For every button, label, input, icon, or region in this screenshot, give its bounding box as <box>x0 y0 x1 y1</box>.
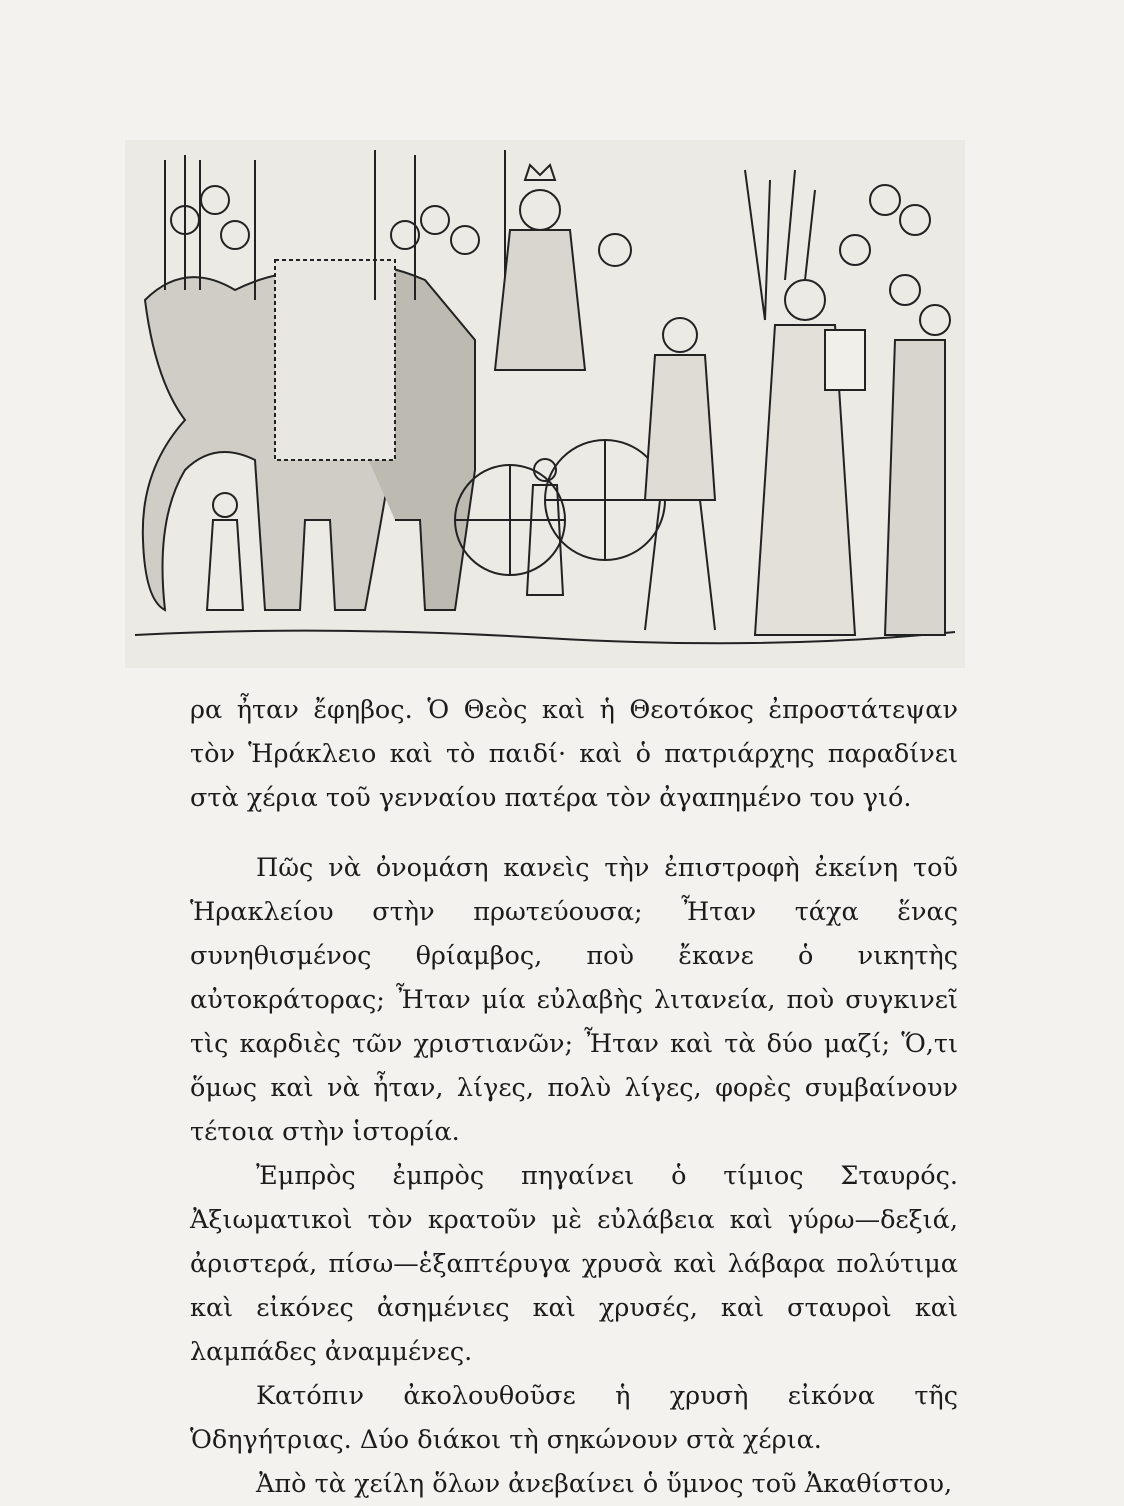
main-text <box>190 846 958 1506</box>
paragraph-3: Ἐμπρὸς ἐμπρὸς πηγαίνει ὁ τίμιος Σταυρός. Ἀξιωματικοὶ τὸν κρατοῦν μὲ εὐλάβεια καὶ γύρω—δεξιά, ἀριστερά, πίσω—ἑξαπτέρυγα χρυσὰ καὶ λάβαρα πολύτιμα καὶ εἰκόνες ἀσημένιες καὶ χρυσές, καὶ σταυροὶ καὶ λαμπάδες ἀναμμένες. <box>190 1161 958 1367</box>
paragraph-5: Ἀπὸ τὰ χείλη ὅλων ἀνεβαίνει ὁ ὕμνος τοῦ Ἀκαθίστου, <box>256 1469 953 1499</box>
byzantine-procession-drawing-icon <box>125 140 965 668</box>
paragraph-2: Πῶς νὰ ὀνομάση κανεὶς τὴν ἐπιστροφὴ ἐκείνη τοῦ Ἡρακλείου στὴν πρωτεύουσα; Ἦταν τάχα ἕνας συνηθισμένος θρίαμβος, ποὺ ἔκανε ὁ νικητὴς αὐτοκράτορας; Ἦταν μία εὐλαβὴς λιτανεία, ποὺ συγκινεῖ τὶς καρδιὲς τῶν χριστιανῶν; Ἦταν καὶ τὰ δύο μαζί; Ὅ,τι ὅμως καὶ νὰ ἦταν, λίγες, πολὺ λίγες, φορὲς συμβαίνουν τέτοια στὴν ἱστορία. <box>190 853 958 1147</box>
paragraph-continuation <box>190 688 958 820</box>
paragraph-1: ρα ἦταν ἔφηβος. Ὁ Θεὸς καὶ ἡ Θεοτόκος ἐπροστάτεψαν τὸν Ἡράκλειο καὶ τὸ παιδί· καὶ ὁ πατριάρχης παραδίνει στὰ χέρια τοῦ γενναίου πατέρα τὸν ἀγαπημένο του γιό. <box>190 695 958 813</box>
paragraph-4: Κατόπιν ἀκολουθοῦσε ἡ χρυσὴ εἰκόνα τῆς Ὁδηγήτριας. Δύο διάκοι τὴ σηκώνουν στὰ χέρια. <box>190 1381 958 1455</box>
procession-illustration <box>125 140 965 668</box>
